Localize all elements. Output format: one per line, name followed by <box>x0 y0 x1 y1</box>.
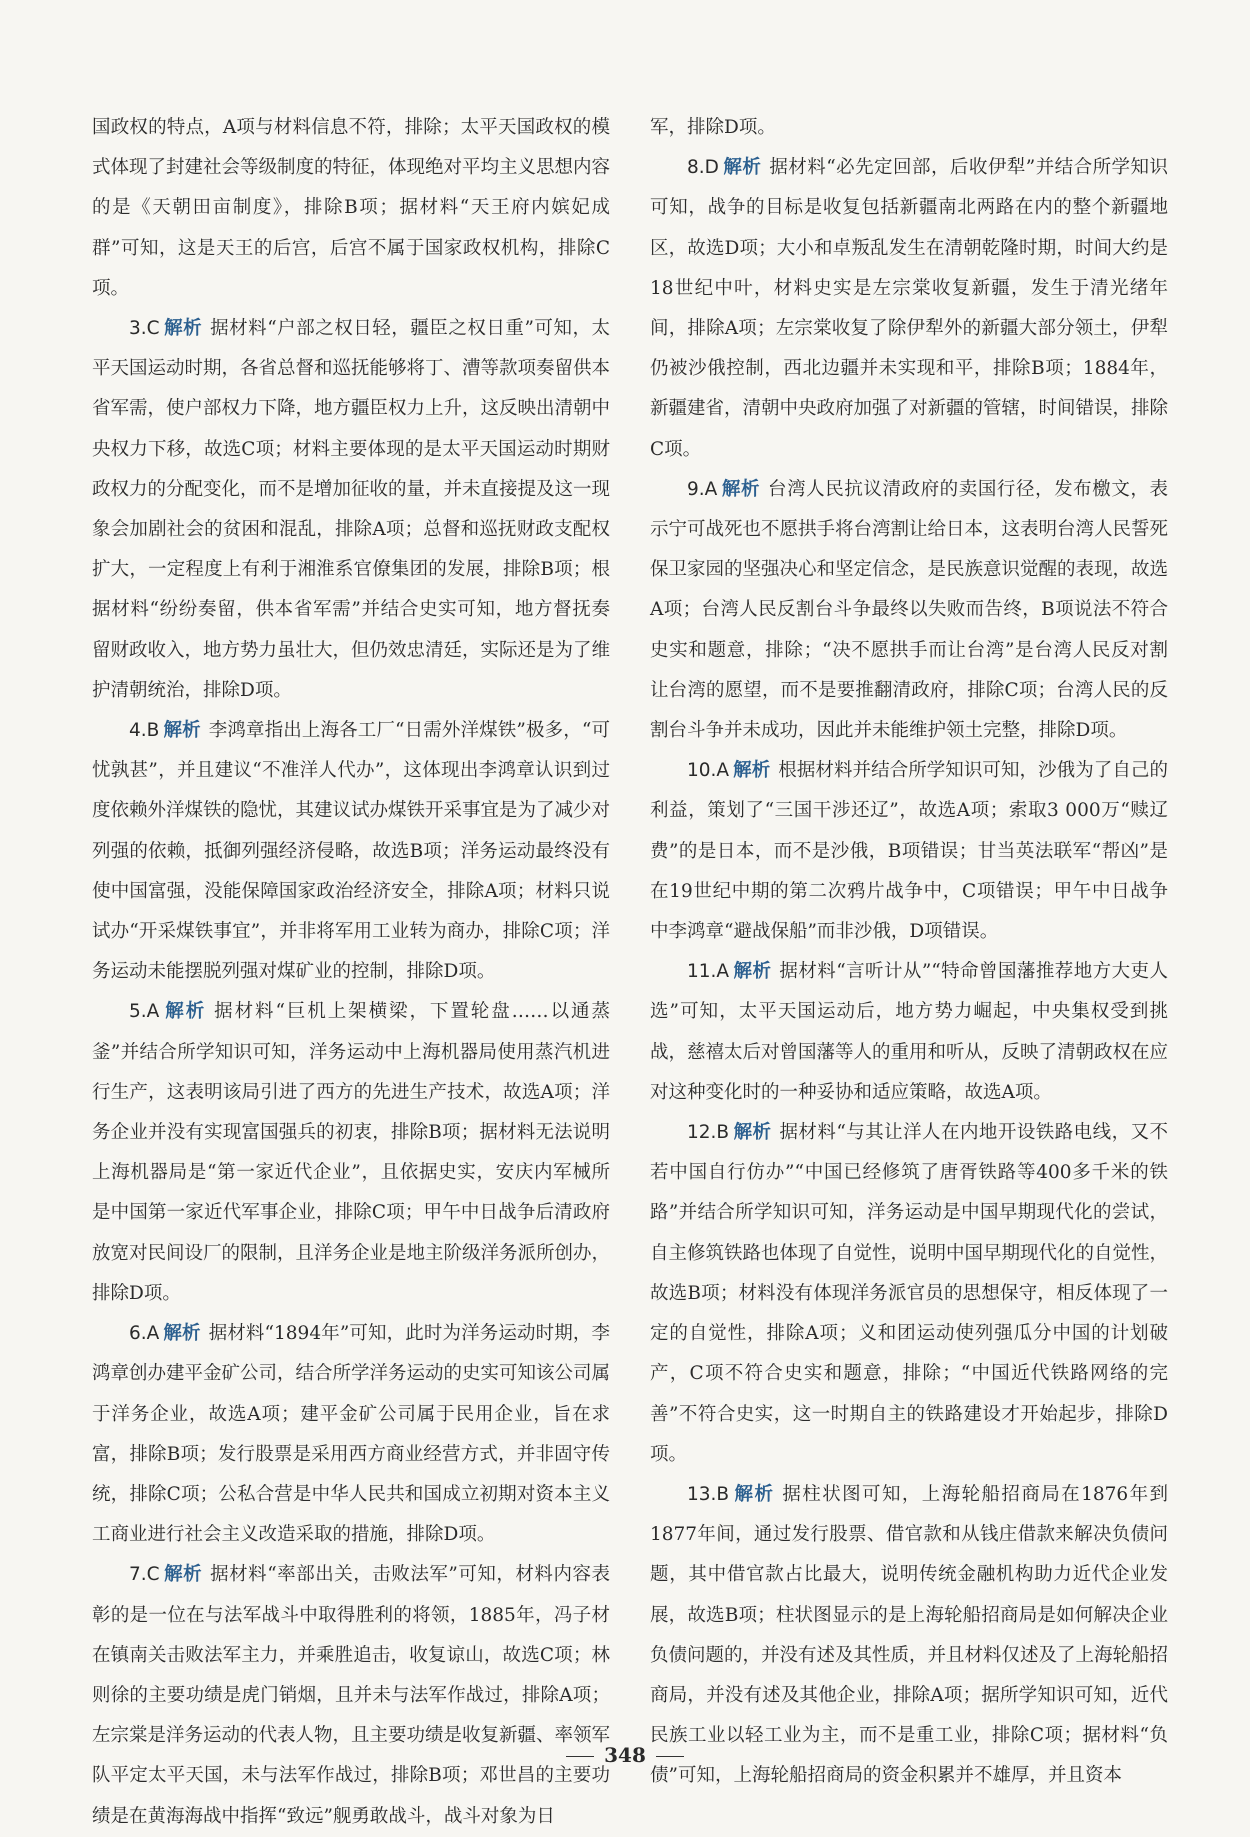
answer-text: 据材料“必先定回部，后收伊犁”并结合所学知识可知，战争的目标是收复包括新疆南北两路在内的整个新疆地区，故选D项；大小和卓叛乱发生在清朝乾隆时期，时间大约是18世纪中叶，材料史实是左宗棠收复新疆，发生于清光绪年间，排除A项；左宗棠收复了除伊犁外的新疆大部分领土，伊犁仍被沙俄控制，西北边疆并未实现和平，排除B项；1884年，新疆建省，清朝中央政府加强了对新疆的管辖，时间错误，排除C项。 <box>650 157 1169 460</box>
answer-10 <box>650 751 1168 952</box>
answer-number: 7.C <box>129 1564 160 1586</box>
answer-4 <box>92 711 610 992</box>
footer-dash-right <box>656 1756 684 1757</box>
answer-6 <box>92 1314 610 1555</box>
analysis-tag: 解析 <box>163 720 201 742</box>
answer-number: 6.A <box>129 1323 160 1345</box>
answer-text: 据柱状图可知，上海轮船招商局在1876年到1877年间，通过发行股票、借官款和从钱庄借款来解决负债问题，其中借官款占比最大，说明传统金融机构助力近代企业发展，故选B项；柱状图显示的是上海轮船招商局是如何解决企业负债问题的，并没有述及其性质，并且材料仅述及了上海轮船招商局，并没有述及其他企业，排除A项；据所学知识可知，近代民族工业以轻工业为主，而不是重工业，排除C项；据材料“负债”可知，上海轮船招商局的资金积累并不雄厚，并且资本 <box>650 1483 1169 1787</box>
analysis-tag: 解析 <box>733 1122 772 1144</box>
paragraph-continuation: 国政权的特点，A项与材料信息不符，排除；太平天国政权的模式体现了封建社会等级制度的特征，体现绝对平均主义思想内容的是《天朝田亩制度》，排除B项；据材料“天王府内嫔妃成群”可知，这是天王的后宫，后宫不属于国家政权机构，排除C项。 <box>92 117 611 299</box>
analysis-tag: 解析 <box>163 1564 203 1586</box>
analysis-tag: 解析 <box>163 318 203 340</box>
paragraph-continuation: 军，排除D项。 <box>650 117 776 138</box>
analysis-tag: 解析 <box>733 760 771 782</box>
answer-text: 据材料“言听计从”“特命曾国藩推荐地方大吏人选”可知，太平天国运动后，地方势力崛起，中央集权受到挑战，慈禧太后对曾国藩等人的重用和听从，反映了清朝政权在应对这种变化时的一种妥协和适应策略，故选A项。 <box>650 961 1169 1103</box>
answer-number: 10.A <box>687 760 730 782</box>
answer-number: 13.B <box>687 1483 730 1505</box>
answer-text: 台湾人民抗议清政府的卖国行径，发布檄文，表示宁可战死也不愿拱手将台湾割让给日本，这表明台湾人民誓死保卫家园的坚强决心和坚定信念，是民族意识觉醒的表现，故选A项；台湾人民反割台斗争最终以失败而告终，B项说法不符合史实和题意，排除；“决不愿拱手而让台湾”是台湾人民反对割让台湾的愿望，而不是要推翻清政府，排除C项；台湾人民的反割台斗争并未成功，因此并未能维护领土完整，排除D项。 <box>650 478 1169 742</box>
footer-dash-left <box>566 1756 594 1757</box>
answer-5 <box>92 992 610 1314</box>
page-footer <box>0 1743 1250 1767</box>
analysis-tag: 解析 <box>733 961 772 983</box>
page-number: 348 <box>604 1743 646 1767</box>
answer-text: 据材料“户部之权日轻，疆臣之权日重”可知，太平天国运动时期，各省总督和巡抚能够将丁、漕等款项奏留供本省军需，使户部权力下降，地方疆臣权力上升，这反映出清朝中央权力下移，故选C项；材料主要体现的是太平天国运动时期财政权力的分配变化，而不是增加征收的量，并未直接提及这一现象会加剧社会的贫困和混乱，排除A项；总督和巡抚财政支配权扩大，一定程度上有利于湘淮系官僚集团的发展，排除B项；根据材料“纷纷奏留，供本省军需”并结合史实可知，地方督抚奏留财政收入，地方势力虽壮大，但仍效忠清廷，实际还是为了维护清朝统治，排除D项。 <box>92 318 611 701</box>
answer-3 <box>92 309 610 711</box>
left-column <box>92 108 610 1837</box>
answer-text: 据材料“率部出关，击败法军”可知，材料内容表彰的是一位在与法军战斗中取得胜利的将领，1885年，冯子材在镇南关击败法军主力，并乘胜追击，收复谅山，故选C项；林则徐的主要功绩是虎门销烟，且并未与法军作战过，排除A项；左宗棠是洋务运动的代表人物，且主要功绩是收复新疆、率领军队平定太平天国，未与法军作战过，排除B项；邓世昌的主要功绩是在黄海海战中指挥“致远”舰勇敢战斗，战斗对象为日 <box>92 1564 611 1827</box>
analysis-tag: 解析 <box>163 1001 207 1023</box>
answer-number: 9.A <box>687 478 718 500</box>
answer-9 <box>650 470 1168 751</box>
analysis-tag: 解析 <box>722 157 762 179</box>
answer-11 <box>650 952 1168 1113</box>
answer-number: 5.A <box>129 1001 160 1023</box>
answer-text: 根据材料并结合所学知识可知，沙俄为了自己的利益，策划了“三国干涉还辽”，故选A项；索取3 000万“赎辽费”的是日本，而不是沙俄，B项错误；甘当英法联军“帮凶”是在19世纪中期的第二次鸦片战争中，C项错误；甲午中日战争中李鸿章“避战保船”而非沙俄，D项错误。 <box>650 760 1168 943</box>
answer-number: 8.D <box>687 157 719 179</box>
answer-number: 11.A <box>687 961 730 983</box>
analysis-tag: 解析 <box>721 478 761 500</box>
right-column <box>650 108 1168 1797</box>
answer-text: 据材料“1894年”可知，此时为洋务运动时期，李鸿章创办建平金矿公司，结合所学洋务运动的史实可知该公司属于洋务企业，故选A项；建平金矿公司属于民用企业，旨在求富，排除B项；发行股票是采用西方商业经营方式，并非固守传统，排除C项；公私合营是中华人民共和国成立初期对资本主义工商业进行社会主义改造采取的措施，排除D项。 <box>92 1323 611 1546</box>
analysis-tag: 解析 <box>733 1483 775 1505</box>
analysis-tag: 解析 <box>163 1323 201 1345</box>
answer-7 <box>92 1555 610 1836</box>
answer-text: 据材料“与其让洋人在内地开设铁路电线，又不若中国自行仿办”“中国已经修筑了唐胥铁路等400多千米的铁路”并结合所学知识可知，洋务运动是中国早期现代化的尝试，自主修筑铁路也体现了自觉性，说明中国早期现代化的自觉性，故选B项；材料没有体现洋务派官员的思想保守，相反体现了一定的自觉性，排除A项；义和团运动使列强瓜分中国的计划破产，C项不符合史实和题意，排除；“中国近代铁路网络的完善”不符合史实，这一时期自主的铁路建设才开始起步，排除D项。 <box>650 1122 1169 1465</box>
answer-8 <box>650 148 1168 470</box>
answer-number: 3.C <box>129 318 160 340</box>
answer-number: 12.B <box>687 1122 730 1144</box>
answer-number: 4.B <box>129 720 160 742</box>
answer-text: 李鸿章指出上海各工厂“日需外洋煤铁”极多，“可忧孰甚”，并且建议“不准洋人代办”，这体现出李鸿章认识到过度依赖外洋煤铁的隐忧，其建议试办煤铁开采事宜是为了减少对列强的依赖，抵御列强经济侵略，故选B项；洋务运动最终没有使中国富强，没能保障国家政治经济安全，排除A项；材料只说试办“开采煤铁事宜”，并非将军用工业转为商办，排除C项；洋务运动未能摆脱列强对煤矿业的控制，排除D项。 <box>92 720 611 983</box>
answer-12 <box>650 1113 1168 1475</box>
answer-text: 据材料“巨机上架横梁，下置轮盘……以通蒸釜”并结合所学知识可知，洋务运动中上海机器局使用蒸汽机进行生产，这表明该局引进了西方的先进生产技术，故选A项；洋务企业并没有实现富国强兵的初衷，排除B项；据材料无法说明上海机器局是“第一家近代企业”，且依据史实，安庆内军械所是中国第一家近代军事企业，排除C项；甲午中日战争后清政府放宽对民间设厂的限制，且洋务企业是地主阶级洋务派所创办，排除D项。 <box>92 1001 611 1304</box>
